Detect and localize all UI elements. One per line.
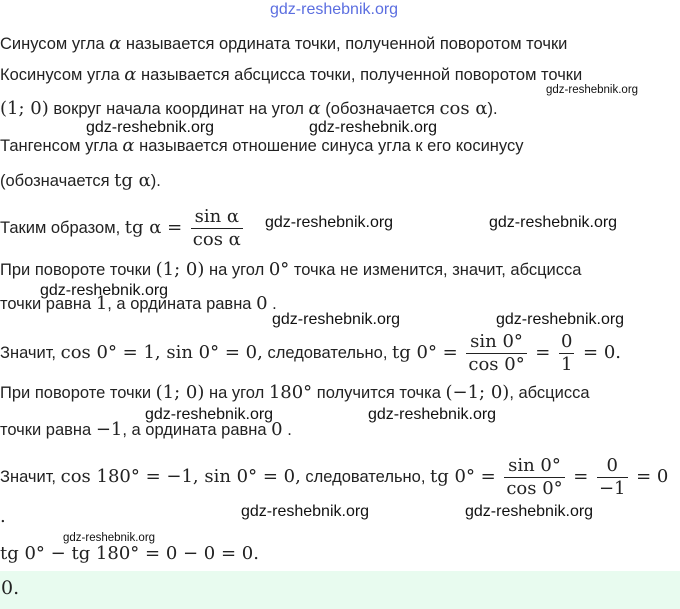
- text-segment: называется абсцисса точки, полученной поворотом точки: [141, 66, 583, 84]
- text-segment: ).: [150, 172, 161, 190]
- text-segment: точки равна: [0, 421, 92, 439]
- watermark: gdz-reshebnik.org: [241, 503, 370, 520]
- math-alpha: α: [122, 135, 135, 156]
- text-segment: При повороте точки: [0, 384, 152, 402]
- text-segment: следовательно,: [305, 468, 426, 486]
- text-segment: При повороте точки: [0, 261, 152, 279]
- sine-definition: [0, 33, 567, 55]
- rotation-180: [0, 382, 590, 404]
- fraction-0-minus1: [597, 456, 628, 499]
- fraction-numerator: 0: [606, 455, 618, 477]
- math-equals: =: [535, 342, 551, 363]
- math-point: (1; 0): [155, 382, 205, 403]
- watermark: gdz-reshebnik.org: [309, 119, 438, 136]
- rotation-180-cont: [0, 419, 292, 441]
- text-segment: называется ордината точки, полученной поворотом точки: [125, 35, 568, 53]
- text-segment: вокруг начала координат на угол: [53, 100, 304, 118]
- fraction-denominator: cos 0°: [468, 354, 525, 376]
- watermark: gdz-reshebnik.org: [86, 119, 215, 136]
- math-result: = 0: [636, 466, 669, 487]
- dot-line: [0, 506, 6, 528]
- text-segment: называется отношение синуса угла к его косинусу: [139, 137, 524, 155]
- text-segment: точки равна: [0, 295, 92, 313]
- tangent-definition-cont: [0, 170, 161, 192]
- tg-180-computation: [0, 454, 668, 500]
- math-point: (−1; 0): [445, 382, 510, 403]
- text-segment: на угол: [208, 261, 265, 279]
- math-values: cos 180° = −1, sin 0° = 0,: [60, 466, 301, 487]
- text-segment: Тангенсом угла: [0, 137, 118, 155]
- watermark: gdz-reshebnik.org: [272, 311, 401, 328]
- text-segment: , а ордината равна: [122, 421, 267, 439]
- text-segment: следовательно,: [267, 344, 388, 362]
- fraction-sin-cos-alpha: [191, 207, 243, 250]
- fraction-sin0-cos0: [504, 456, 564, 499]
- text-segment: получится точка: [316, 384, 441, 402]
- text-segment: (обозначается: [0, 172, 110, 190]
- math-point: (1; 0): [155, 259, 205, 280]
- math-tg-eq: tg 0° =: [392, 342, 458, 363]
- math-number: −1: [95, 419, 123, 440]
- fraction-numerator: sin α: [194, 206, 240, 228]
- answer-box: [0, 571, 680, 609]
- math-tg-eq: tg α =: [124, 217, 183, 238]
- text-segment: , а ордината равна: [107, 295, 252, 313]
- watermark: gdz-reshebnik.org: [265, 214, 394, 231]
- text-segment: Значит,: [0, 468, 57, 486]
- text-segment: .: [0, 506, 6, 527]
- text-segment: .: [272, 295, 277, 313]
- math-tg-alpha: tg α: [114, 170, 151, 191]
- math-alpha: α: [109, 33, 122, 54]
- rotation-zero: [0, 259, 581, 281]
- cosine-definition-cont: [0, 98, 498, 120]
- text-segment: , абсцисса: [509, 384, 590, 402]
- text-segment: ).: [487, 100, 498, 118]
- math-number: 1: [95, 293, 108, 314]
- fraction-sin0-cos0: [466, 332, 526, 375]
- math-cos-alpha: cos α: [439, 98, 488, 119]
- fraction-denominator: cos α: [192, 229, 241, 251]
- answer-value: 0.: [1, 577, 20, 599]
- math-number: 0: [256, 293, 268, 314]
- math-angle: 0°: [268, 259, 290, 280]
- text-segment: на угол: [208, 384, 265, 402]
- fraction-numerator: sin 0°: [508, 455, 561, 477]
- math-alpha: α: [308, 98, 321, 119]
- text-segment: Косинусом угла: [0, 66, 120, 84]
- watermark: gdz-reshebnik.org: [368, 406, 497, 423]
- fraction-denominator: 1: [560, 354, 573, 376]
- watermark: gdz-reshebnik.org: [496, 311, 625, 328]
- watermark: gdz-reshebnik.org: [546, 84, 639, 96]
- text-segment: Значит,: [0, 344, 57, 362]
- final-computation: [0, 543, 259, 565]
- text-segment: Синусом угла: [0, 35, 105, 53]
- text-segment: .: [287, 421, 292, 439]
- watermark: gdz-reshebnik.org: [465, 503, 594, 520]
- tg-zero-computation: [0, 330, 621, 376]
- fraction-denominator: cos 0°: [506, 478, 563, 500]
- math-final: tg 0° − tg 180° = 0 − 0 = 0.: [0, 543, 259, 564]
- math-point: (1; 0): [0, 98, 49, 119]
- rotation-zero-cont: [0, 293, 277, 315]
- text-segment: Таким образом,: [0, 219, 121, 237]
- watermark: gdz-reshebnik.org: [489, 214, 618, 231]
- math-number: 0: [271, 419, 283, 440]
- watermark: gdz-reshebnik.org: [145, 406, 274, 423]
- fraction-0-1: [559, 332, 574, 375]
- tangent-definition: [0, 135, 523, 157]
- fraction-denominator: −1: [598, 478, 626, 500]
- watermark: gdz-reshebnik.org: [40, 282, 169, 299]
- fraction-numerator: sin 0°: [470, 331, 523, 353]
- math-values: cos 0° = 1, sin 0° = 0,: [60, 342, 263, 363]
- math-result: = 0.: [583, 342, 622, 363]
- math-angle: 180°: [268, 382, 313, 403]
- math-tg-eq: tg 0° =: [430, 466, 496, 487]
- text-segment: (обозначается: [325, 100, 435, 118]
- math-equals: =: [573, 466, 589, 487]
- tangent-formula: [0, 206, 247, 250]
- cosine-definition: [0, 64, 582, 86]
- watermark: gdz-reshebnik.org: [63, 532, 156, 544]
- fraction-numerator: 0: [560, 331, 573, 353]
- math-alpha: α: [124, 64, 137, 85]
- watermark-top: gdz-reshebnik.org: [270, 1, 399, 18]
- text-segment: точка не изменится, значит, абсцисса: [293, 261, 582, 279]
